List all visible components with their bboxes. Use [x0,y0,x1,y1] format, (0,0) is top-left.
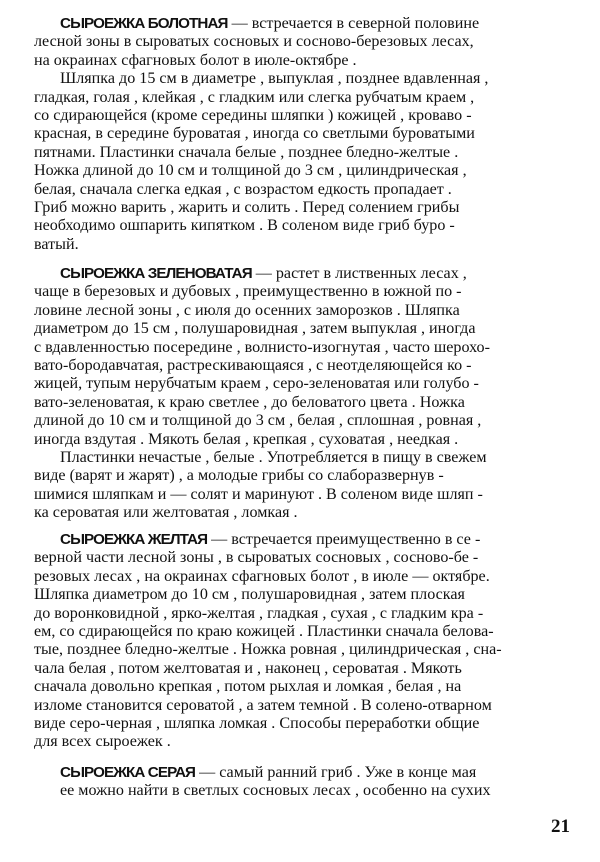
text-line: ватый. [34,235,79,253]
text-line: Гриб можно варить , жарить и солить . Перед солением грибы [34,198,460,216]
page-number: 21 [551,816,570,837]
text-line: Шляпка до 15 см в диаметре , выпуклая , позднее вдавленная , [60,70,489,88]
article-lead-text: — самый ранний гриб . Уже в конце мая [195,764,477,781]
text-line: изломе становится сероватой , а затем темной . В солено-отварном [34,696,492,714]
article-syroezhka-seraya [34,764,574,801]
article-title: СЫРОЕЖКА СЕРАЯ [60,764,196,781]
text-line: красная, в середине буроватая , иногда со светлыми буроватыми [34,125,475,143]
text-line: ее можно найти в светлых сосновых лесах , особенно на сухих [60,782,491,800]
article-title: СЫРОЕЖКА ЗЕЛЕНОВАТАЯ [60,265,252,282]
text-line: сначала довольно крепкая , потом рыхлая и ломкая , белая , на [34,678,462,696]
text-line: виде (варят и жарят) , а молодые грибы со слаборазвернув - [34,467,444,485]
text-line: виде серо-черная , шляпка ломкая . Способы переработки общие [34,714,480,732]
text-line: белая, сначала слегка едкая , с возрастом едкость пропадает . [34,180,452,198]
text-line: на окраинах сфагновых болот в июле-октябре . [34,51,357,69]
text-line: Шляпка диаметром до 10 см , полушаровидная , затем плоская [34,586,465,604]
text-line: необходимо ошпарить кипятком . В соленом виде гриб буро - [34,217,455,235]
text-line: резовых лесах , на окраинах сфагновых болот , в июле — октябре. [34,567,490,585]
text-line: вато-зеленоватая, к краю светлее , до беловатого цвета . Ножка [34,393,465,411]
text-line: для всех сыроежек . [34,733,171,751]
article-syroezhka-zelenovataya [34,265,574,522]
text-line: жицей, тупым нерубчатым краем , серо-зеленоватая или голубо - [34,375,479,393]
text-line: Ножка длиной до 10 см и толщиной до 3 см , цилиндрическая , [34,162,467,180]
text-line: длиной до 10 см и толщиной до 3 см , белая , сплошная , ровная , [34,412,482,430]
text-line: ем, со сдирающейся по краю кожицей . Пластинки сначала белова- [34,622,494,640]
text-line: чала белая , потом желтоватая и , наконец , сероватая . Мякоть [34,659,462,677]
text-line: лесной зоны в сыроватых сосновых и сосново-березовых лесах, [34,33,474,51]
text-line: шимися шляпкам и — солят и маринуют . В соленом виде шляп - [34,485,483,503]
text-line: иногда вздутая . Мякоть белая , крепкая , суховатая , неедкая . [34,430,459,448]
text-line: Пластинки нечастые , белые . Употребляется в пищу в свежем [60,448,487,466]
article-syroezhka-bolotnaya [34,15,574,254]
text-line: ловине лесной зоны , с июля до осенних заморозков . Шляпка [34,301,460,319]
text-line: пятнами. Пластинки сначала белые , позднее бледно-желтые . [34,143,459,161]
text-line: гладкая, голая , клейкая , с гладким или слегка рубчатым краем , [34,88,475,106]
text-line: вато-бородавчатая, растрескивающаяся , с неотделяющейся ко - [34,356,472,374]
article-heading-line [34,265,574,283]
article-lead-text: — встречается преимущественно в се - [207,531,481,548]
article-lead-text: — встречается в северной половине [227,15,480,32]
text-line: чаще в березовых и дубовых , преимущественно в южной по - [34,283,462,301]
article-title: СЫРОЕЖКА БОЛОТНАЯ [60,15,228,32]
text-line: до воронковидной , ярко-желтая , гладкая , сухая , с гладким кра - [34,604,484,622]
article-heading-line [34,764,574,782]
article-lead-text: — растет в лиственных лесах , [251,265,467,282]
text-line: ка сероватая или желтоватая , ломкая . [34,504,298,522]
article-heading-line [34,15,574,33]
article-syroezhka-zheltaya [34,531,574,752]
text-line: верной части лесной зоны , в сыроватых сосновых , сосново-бе - [34,549,479,567]
text-line: тые, позднее бледно-желтые . Ножка ровная , цилиндрическая , сна- [34,641,502,659]
text-line: с вдавленностью посередине , волнисто-изогнутая , часто шерохо- [34,338,490,356]
text-line: со сдирающейся (кроме середины шляпки ) кожицей , кроваво - [34,106,472,124]
article-heading-line [34,531,574,549]
article-title: СЫРОЕЖКА ЖЕЛТАЯ [60,531,208,548]
text-line: диаметром до 15 см , полушаровидная , затем выпуклая , иногда [34,320,476,338]
